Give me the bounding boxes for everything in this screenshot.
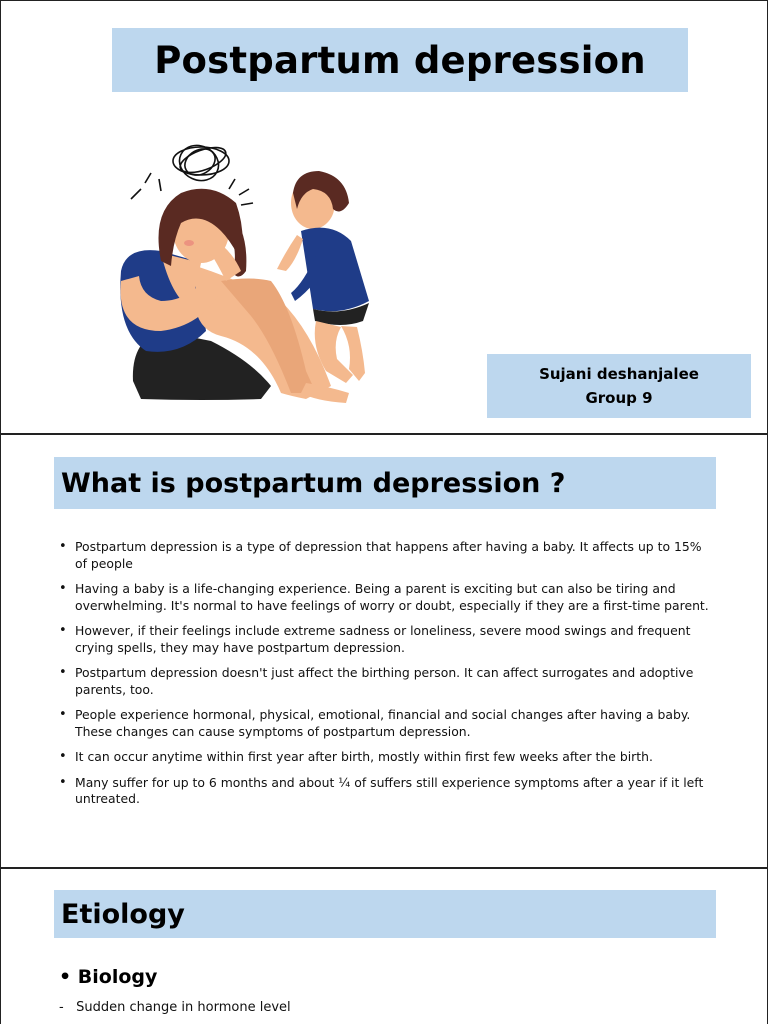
group-label: Group 9 [585, 389, 653, 407]
slide-definition [0, 433, 768, 867]
biology-heading: • Biology [59, 966, 158, 988]
stress-scribble-icon [173, 139, 229, 187]
bullet-item: • Postpartum depression doesn't just affect the birthing person. It can affect surrogates and adoptive parents, too. [59, 665, 709, 698]
biology-item: - Sudden change in hormone level [59, 1000, 291, 1015]
etiology-title: Etiology [61, 898, 185, 930]
bullet-item: • However, if their feelings include extreme sadness or loneliness, severe mood swings and frequent crying spells, they may have postpartum depression. [59, 623, 709, 656]
bullet-item: • Having a baby is a life-changing experience. Being a parent is exciting but can also be tiring and overwhelming. It's normal to have feelings of worry or doubt, especially if they are a first-time parent. [59, 581, 709, 614]
author-box [487, 354, 751, 418]
title-banner [112, 28, 688, 92]
definition-title: What is postpartum depression ? [61, 467, 566, 499]
author-name: Sujani deshanjalee [539, 365, 699, 383]
bullet-item: • It can occur anytime within first year after birth, mostly within first few weeks after the birth. [59, 749, 709, 766]
bullet-item: • Many suffer for up to 6 months and about ¼ of suffers still experience symptoms after a year if it left untreated. [59, 775, 709, 808]
etiology-title-banner [54, 890, 716, 938]
slide-etiology [0, 867, 768, 1024]
definition-title-banner [54, 457, 716, 509]
definition-bullet-list [59, 539, 709, 817]
bullet-item: • Postpartum depression is a type of depression that happens after having a baby. It affects up to 15% of people [59, 539, 709, 572]
mother-child-illustration [101, 131, 401, 416]
bullet-item: • People experience hormonal, physical, emotional, financial and social changes after having a baby. These changes can cause symptoms of postpartum depression. [59, 707, 709, 740]
page-title: Postpartum depression [154, 38, 646, 82]
slide-title [0, 0, 768, 433]
